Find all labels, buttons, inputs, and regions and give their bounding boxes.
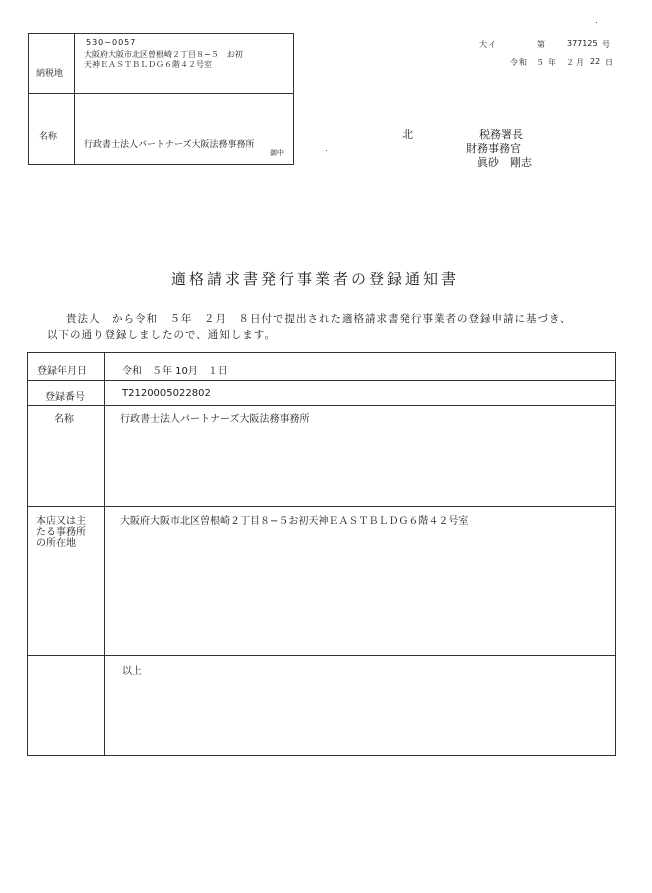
postal-code: 530−0057 — [86, 38, 137, 47]
issuer-title-1: 税務署長 — [479, 128, 523, 141]
date-hi: 日 — [605, 58, 614, 67]
address-line-2: 天神ＥＡＳＴＢＬＤＧ６階４２号室 — [84, 60, 212, 69]
honorific: 御中 — [270, 149, 284, 157]
table-row-divider — [27, 655, 616, 656]
date-era: 令和 — [510, 58, 528, 67]
issuer-office: 北 — [402, 128, 413, 141]
registration-table — [27, 352, 616, 756]
address-label: 納税地 — [36, 69, 64, 79]
ref-number: 377125 — [567, 39, 598, 48]
row-label-registration-date: 登録年月日 — [37, 366, 87, 377]
registration-number: T2120005022802 — [122, 388, 211, 399]
date-month: ２ — [566, 58, 575, 67]
date-day: 22 — [590, 57, 601, 66]
ref-dai: 第 — [537, 40, 546, 49]
body-line-2: 以下の通り登録しましたので、通知します。 — [47, 329, 276, 341]
office-code: 大イ — [479, 40, 497, 49]
ref-go: 号 — [602, 40, 611, 49]
closing-ijou: 以上 — [122, 666, 142, 677]
row-label-name: 名称 — [54, 414, 74, 425]
table-row-divider — [27, 506, 616, 507]
taxpayer-box-divider-horizontal — [28, 93, 294, 94]
registration-date: 令和 ５年 10月 １日 — [122, 366, 228, 377]
table-row-divider — [27, 380, 616, 381]
date-tsuki: 月 — [576, 58, 585, 67]
issuer-name: 眞砂 剛志 — [477, 156, 532, 169]
table-label-column-divider — [104, 352, 105, 756]
row-label-registration-number: 登録番号 — [45, 392, 85, 403]
address-line-1: 大阪府大阪市北区曽根崎２丁目８−５ お初 — [84, 50, 243, 59]
table-row-divider — [27, 405, 616, 406]
scan-speck — [326, 150, 327, 151]
issuer-title-2: 財務事務官 — [466, 142, 521, 155]
date-year: ５ — [536, 58, 545, 67]
row-label-office-address-2: たる事務所 — [36, 527, 86, 538]
office-address: 大阪府大阪市北区曽根崎２丁目８−５お初天神ＥＡＳＴＢＬＤＧ６階４２号室 — [120, 516, 469, 527]
date-nen: 年 — [548, 58, 557, 67]
taxpayer-name: 行政書士法人パートナーズ大阪法務事務所 — [84, 140, 255, 150]
row-label-office-address-3: の所在地 — [36, 538, 76, 549]
registered-name: 行政書士法人パートナーズ大阪法務事務所 — [120, 414, 310, 425]
scan-speck — [596, 22, 597, 23]
taxpayer-box-divider-vertical — [74, 33, 75, 165]
body-line-1: 貴法人 から令和 ５年 ２月 ８日付で提出された適格請求書発行事業者の登録申請に基づき、 — [66, 313, 572, 325]
name-label: 名称 — [39, 132, 58, 142]
document-title: 適格請求書発行事業者の登録通知書 — [171, 270, 460, 288]
row-label-office-address-1: 本店又は主 — [36, 516, 86, 527]
